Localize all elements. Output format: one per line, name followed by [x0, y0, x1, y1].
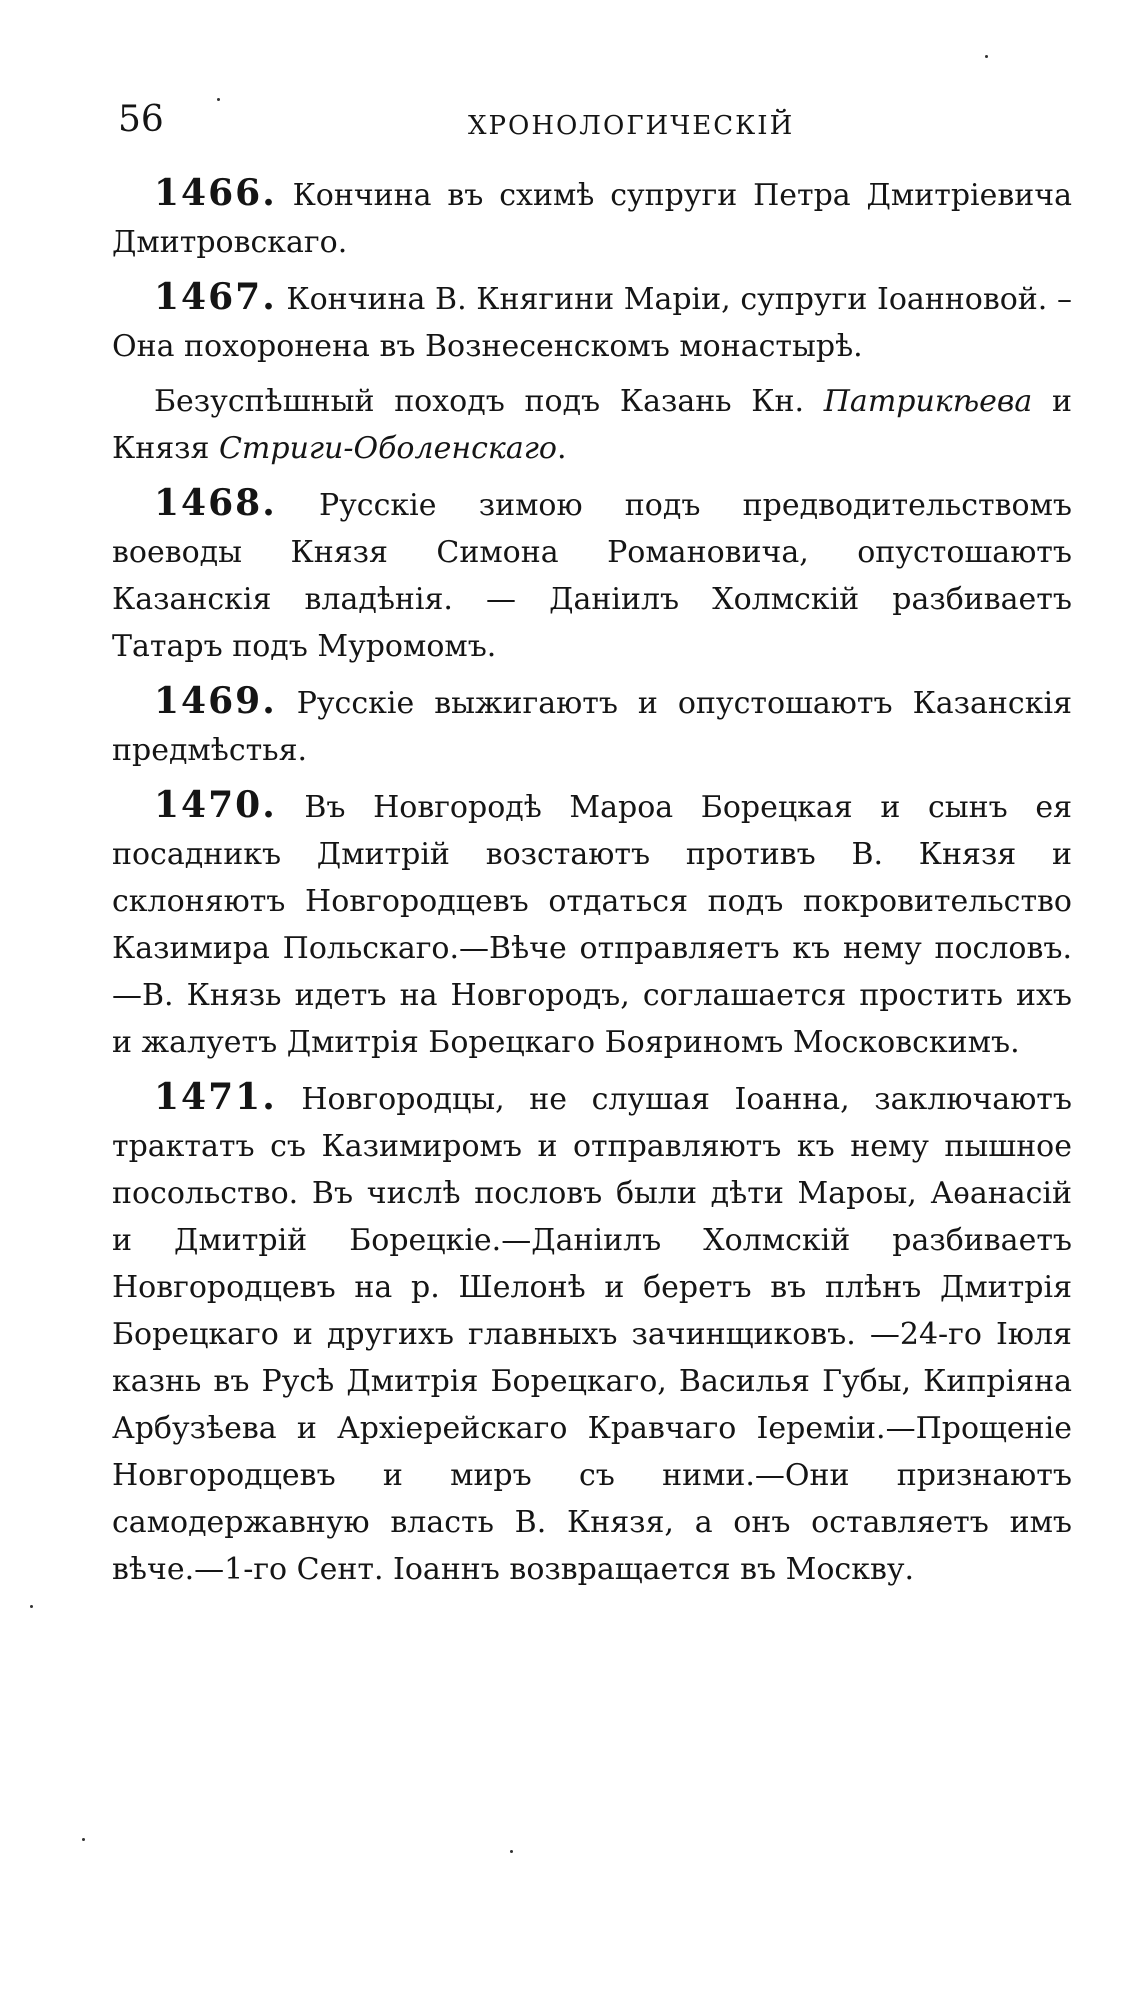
entry-1470	[112, 782, 1072, 1066]
ink-speck	[30, 1605, 33, 1608]
year-label: 1468.	[154, 482, 277, 524]
italic-name: Стриги-Оболенскаго	[218, 431, 557, 466]
entry-1467	[112, 274, 1072, 370]
italic-name: Патрикѣева	[823, 384, 1033, 419]
entry-text: .	[556, 431, 567, 466]
running-title: ХРОНОЛОГИЧЕСКІЙ	[468, 111, 795, 141]
entry-1469	[112, 678, 1072, 774]
year-label: 1469.	[154, 680, 277, 722]
ink-speck	[82, 1838, 85, 1841]
page-header	[0, 0, 1140, 150]
year-label: 1470.	[154, 784, 277, 826]
entry-1471	[112, 1074, 1072, 1593]
ink-speck	[510, 1850, 513, 1853]
entry-text: Русскіе зимою подъ предводительствомъ воеводы Князя Симона Романовича, опустошаютъ Казанскія владѣнія. — Даніилъ Холмскій разбиваетъ Татаръ подъ Муромомъ.	[112, 488, 1072, 664]
entry-1466	[112, 170, 1072, 266]
entry-text: Кончина въ схимѣ супруги Петра Дмитріевича Дмитровскаго.	[112, 178, 1072, 260]
year-label: 1467.	[154, 276, 277, 318]
entry-text: и Князя	[112, 384, 1073, 466]
page-number: 56	[118, 99, 164, 140]
year-label: 1466.	[154, 172, 277, 214]
entry-text: Кончина В. Княгини Маріи, супруги Іоанновой. – Она похоронена въ Вознесенскомъ монастырѣ.	[112, 282, 1072, 364]
page-text	[112, 170, 1072, 1601]
year-label: 1471.	[154, 1076, 277, 1118]
entry-text: Русскіе выжигаютъ и опустошаютъ Казанскія предмѣстья.	[112, 686, 1072, 768]
entry-text: Безуспѣшный походъ подъ Казань Кн.	[154, 384, 824, 419]
entry-text: Въ Новгородѣ Мароа Борецкая и сынъ ея посадникъ Дмитрій возстаютъ противъ В. Князя и склоняютъ Новгородцевъ отдаться подъ покровительство Казимира Польскаго.—Вѣче отправляетъ къ нему пословъ. —В. Князь идетъ на Новгородъ, соглашается простить ихъ и жалуетъ Дмитрія Борецкаго Бояриномъ Московскимъ.	[112, 790, 1072, 1060]
entry-1467-continued	[112, 378, 1072, 472]
entry-text: Новгородцы, не слушая Іоанна, заключаютъ трактатъ съ Казимиромъ и отправляютъ къ нему пышное посольство. Въ числѣ пословъ были дѣти Мароы, Аѳанасій и Дмитрій Борецкіе.—Даніилъ Холмскій разбиваетъ Новгородцевъ на р. Шелонѣ и беретъ въ плѣнъ Дмитрія Борецкаго и другихъ главныхъ зачинщиковъ. —24-го Іюля казнь въ Русѣ Дмитрія Борецкаго, Василья Губы, Кипріяна Арбузѣева и Архіерейскаго Кравчаго Іереміи.—Прощеніе Новгородцевъ и миръ съ ними.—Они признаютъ самодержавную власть В. Князя, а онъ оставляетъ имъ вѣче.—1-го Сент. Іоаннъ возвращается въ Москву.	[112, 1082, 1072, 1587]
entry-1468	[112, 480, 1072, 670]
